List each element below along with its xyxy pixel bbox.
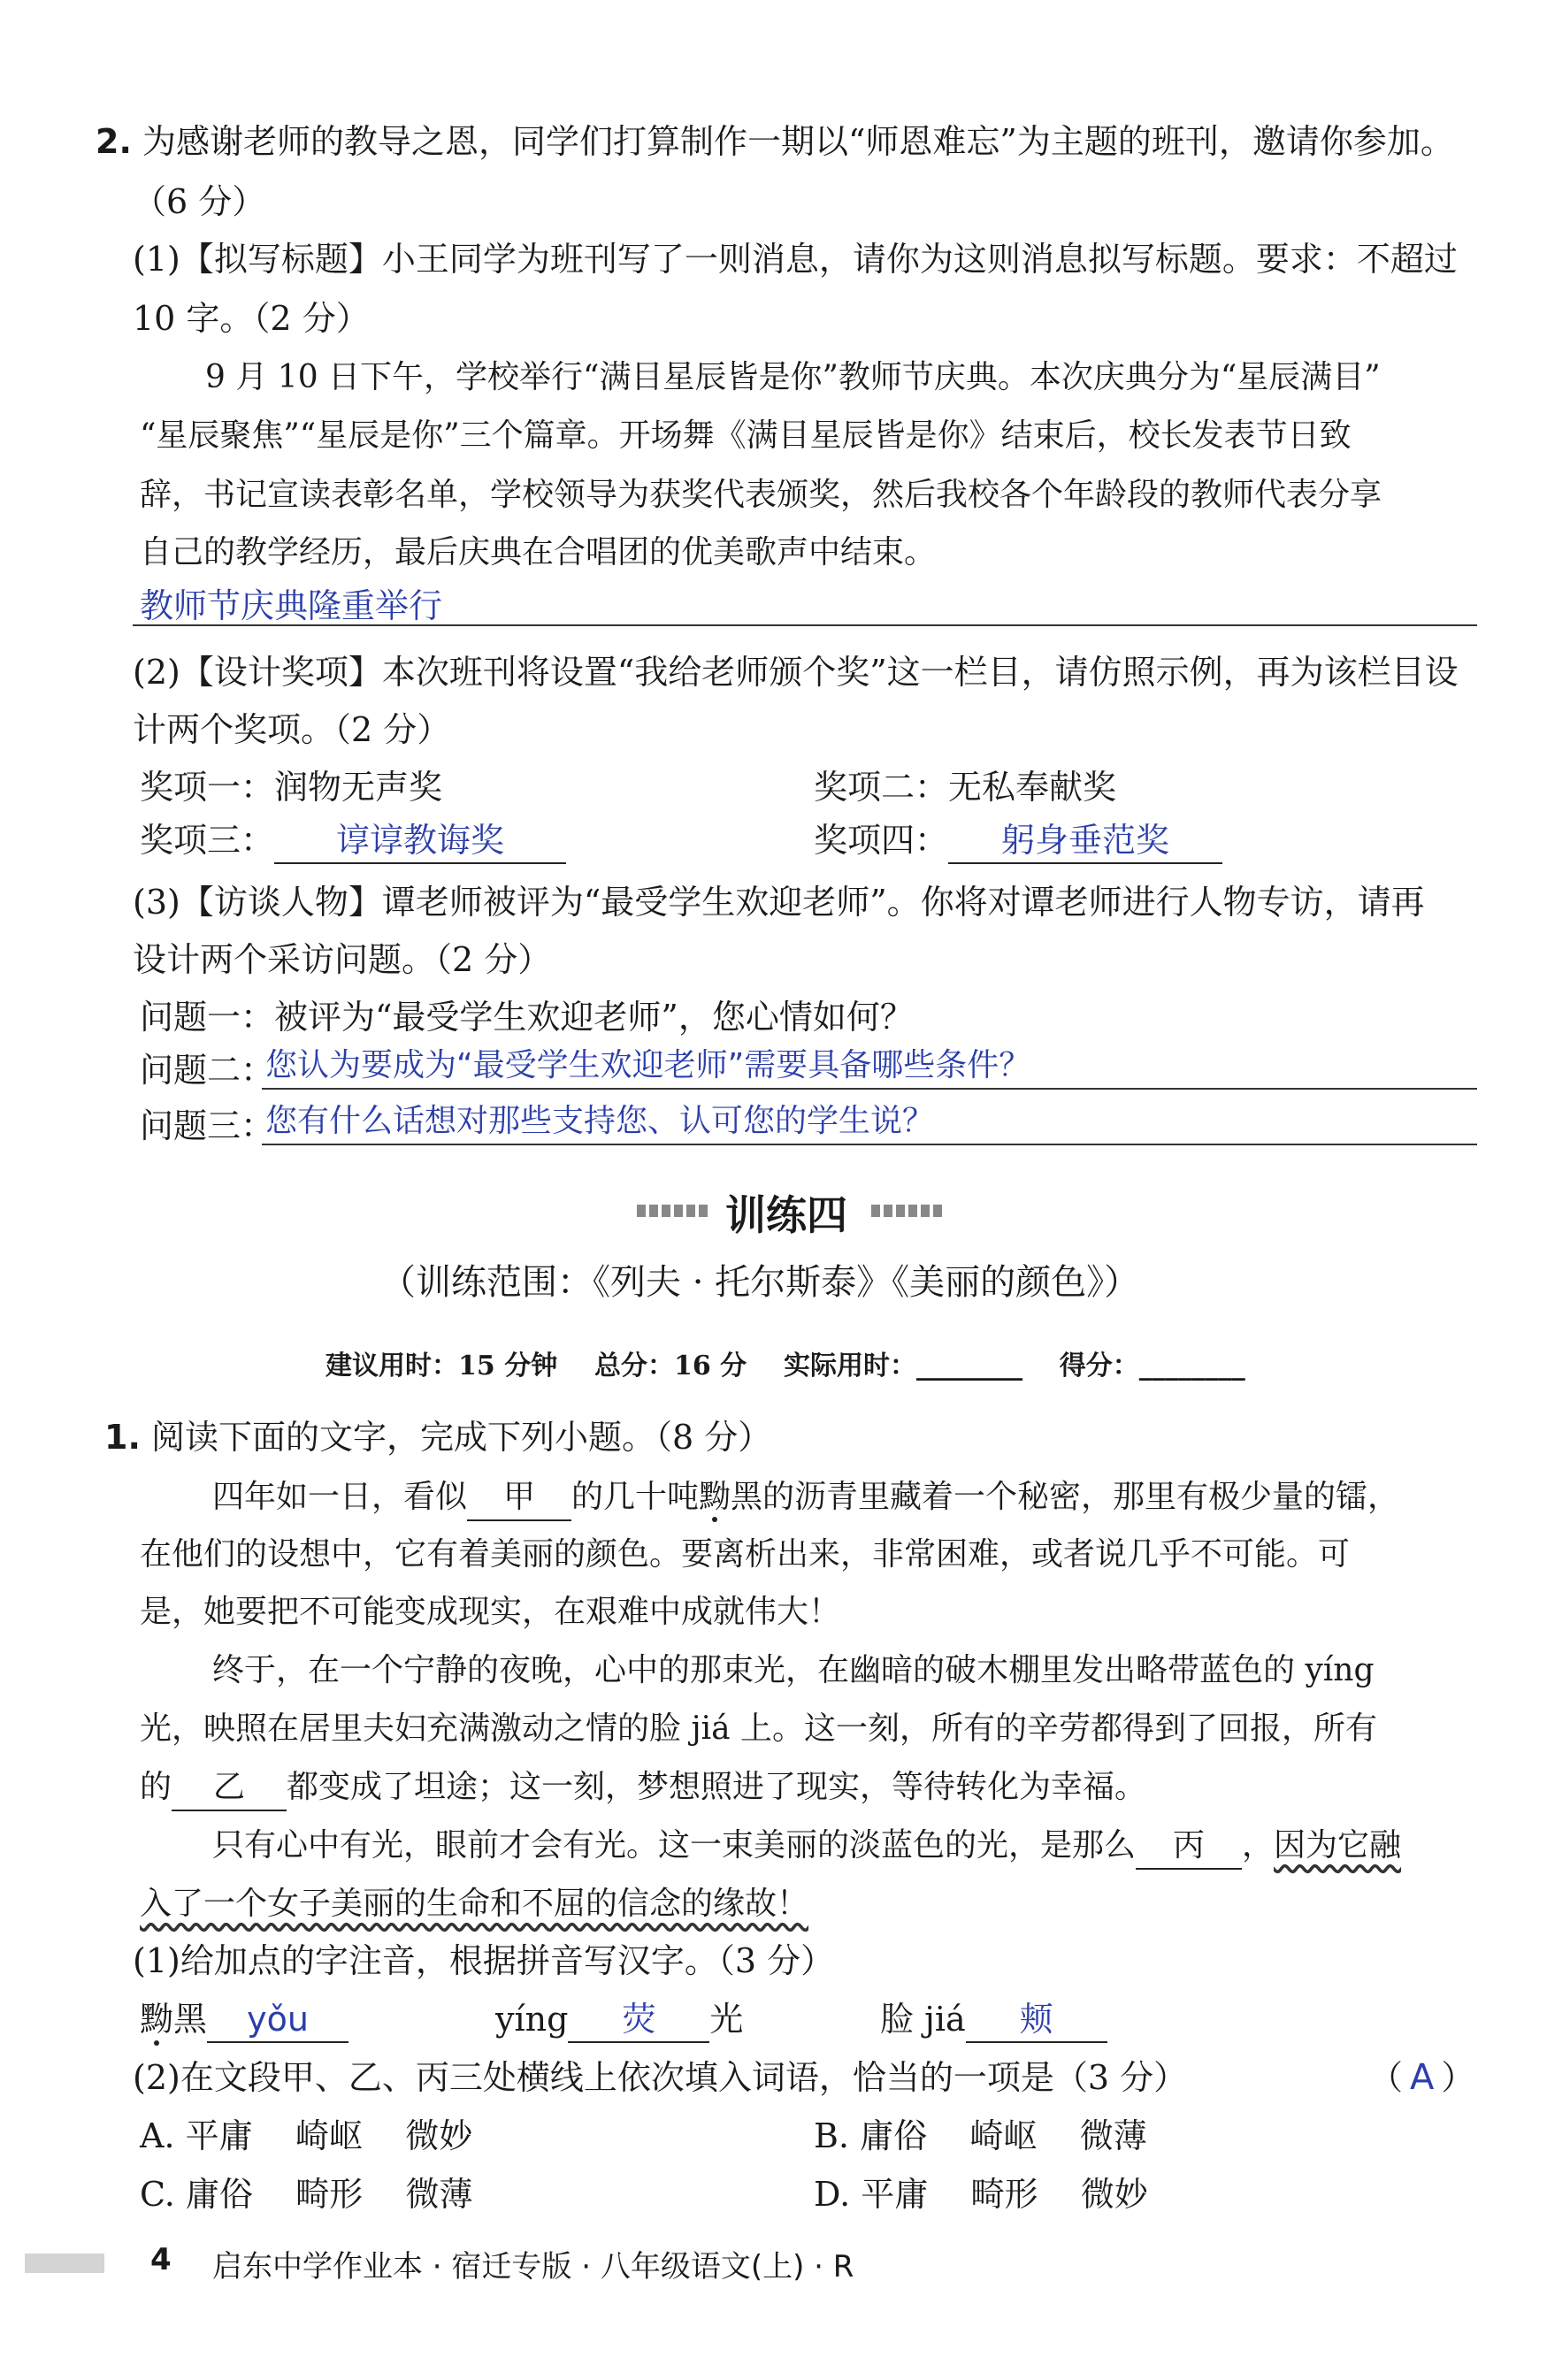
passage-text: 只有心中有光，眼前才会有光。这一束美丽的淡蓝色的光，是那么 <box>212 1827 1137 1863</box>
award-four <box>814 818 1222 864</box>
q2-part2-line1: (2)【设计奖项】本次班刊将设置“我给老师颁个奖”这一栏目，请仿照示例，再为该栏目设 <box>133 653 1459 692</box>
award-four-answer: 躬身垂范奖 <box>948 818 1222 864</box>
passage-line3: 是，她要把不可能变成现实，在艰难中成就伟大！ <box>140 1594 841 1630</box>
section-scope: （训练范围：《列夫 · 托尔斯泰》《美丽的颜色》） <box>380 1262 1140 1303</box>
passage-line7 <box>212 1824 1401 1870</box>
hanzi-answer-3: 颊 <box>966 1997 1107 2043</box>
news-line4: 自己的教学经历，最后庆典在合唱团的优美歌声中结束。 <box>140 534 937 570</box>
q2-intro-text: 为感谢老师的教导之恩，同学们打算制作一期以“师恩难忘”为主题的班刊，邀请你参加。 <box>142 122 1454 161</box>
word-suffix: 黑 <box>173 2000 208 2039</box>
option-a: A. 平庸 崎岖 微妙 <box>140 2116 473 2155</box>
q2-part3-line2: 设计两个采访问题。（2 分） <box>133 940 552 979</box>
section-deco-left <box>637 1205 708 1217</box>
title-answer: 教师节庆典隆重举行 <box>140 586 443 625</box>
news-line2: “星辰聚焦”“星辰是你”三个篇章。开场舞《满目星辰皆是你》结束后，校长发表节日致 <box>140 417 1352 454</box>
option-b: B. 庸俗 崎岖 微薄 <box>814 2116 1147 2155</box>
paren-left: （ <box>1369 2058 1404 2097</box>
passage-text: 四年如一日，看似 <box>212 1479 468 1515</box>
hanzi-answer-2: 荧 <box>568 1997 709 2043</box>
passage-line5: 光，映照在居里夫妇充满激动之情的脸 jiá 上。这一刻，所有的辛劳都得到了回报，所有 <box>140 1710 1378 1747</box>
option-d: D. 平庸 畸形 微妙 <box>814 2175 1148 2214</box>
q1-number: 1. <box>104 1418 141 1457</box>
passage-text: 黑的沥青里藏着一个秘密，那里有极少量的镭， <box>731 1479 1400 1515</box>
section-deco-right <box>871 1205 942 1217</box>
news-line1: 9 月 10 日下午，学校举行“满目星辰皆是你”教师节庆典。本次庆典分为“星辰满目” <box>205 359 1381 395</box>
q1-intro-text: 阅读下面的文字，完成下列小题。（8 分） <box>150 1418 772 1457</box>
question-three-rule <box>262 1144 1477 1145</box>
award-three <box>140 818 566 864</box>
title-answer-rule <box>133 624 1477 626</box>
page-number: 4 <box>150 2242 172 2277</box>
word-suffix: 光 <box>709 2000 744 2039</box>
passage-text: 的 <box>140 1769 172 1805</box>
award-two: 奖项二：无私奉献奖 <box>814 768 1117 807</box>
pinyin-item2 <box>495 1997 743 2043</box>
q2-part2-line2: 计两个奖项。（2 分） <box>133 710 451 749</box>
dotted-char: 黝 <box>699 1479 731 1515</box>
passage-line2: 在他们的设想中，它有着美丽的颜色。要离析出来，非常困难，或者说几乎不可能。可 <box>140 1536 1351 1573</box>
blank-jia: 甲 <box>467 1475 571 1521</box>
section-meta: 建议用时：15 分钟 总分：16 分 实际用时：________ 得分：________ <box>325 1351 1245 1381</box>
q1-sub2: (2)在文段甲、乙、丙三处横线上依次填入词语，恰当的一项是（3 分） <box>133 2058 1188 2097</box>
wavy-underlined-text: 因为它融 <box>1274 1827 1402 1863</box>
pinyin-label: 脸 jiá <box>880 2000 966 2039</box>
question-one: 问题一：被评为“最受学生欢迎老师”，您心情如何？ <box>140 998 914 1037</box>
q1-sub1: (1)给加点的字注音，根据拼音写汉字。（3 分） <box>133 1941 835 1980</box>
blank-yi: 乙 <box>172 1765 287 1811</box>
q2-part3-line1: (3)【访谈人物】谭老师被评为“最受学生欢迎老师”。你将对谭老师进行人物专访，请再 <box>133 883 1425 922</box>
passage-text: 的几十吨 <box>571 1479 700 1515</box>
q2-intro-line1 <box>96 119 1454 164</box>
award-one: 奖项一：润物无声奖 <box>140 768 443 807</box>
q1-sub2-answer-paren <box>1369 2055 1474 2100</box>
pinyin-label: yíng <box>495 2000 569 2039</box>
q2-part1-line1: (1)【拟写标题】小王同学为班刊写了一则消息，请你为这则消息拟写标题。要求：不超过 <box>133 240 1458 279</box>
passage-line4: 终于，在一个宁静的夜晚，心中的那束光，在幽暗的破木棚里发出略带蓝色的 yíng <box>212 1652 1375 1688</box>
q1-intro-line <box>104 1415 771 1459</box>
footer-text: 启东中学作业本 · 宿迁专版 · 八年级语文(上) · R <box>212 2249 854 2284</box>
q2-part1-line2: 10 字。（2 分） <box>133 299 370 338</box>
award-three-answer: 谆谆教诲奖 <box>274 818 566 864</box>
dotted-char: 黝 <box>140 2000 174 2039</box>
question-two-answer: 您认为要成为“最受学生欢迎老师”需要具备哪些条件？ <box>265 1047 1031 1083</box>
passage-line1 <box>212 1475 1399 1521</box>
pinyin-item3 <box>880 1997 1107 2043</box>
option-c: C. 庸俗 畸形 微薄 <box>140 2175 473 2214</box>
award-three-label: 奖项三： <box>140 821 275 860</box>
question-three-label: 问题三： <box>140 1106 275 1145</box>
question-three-answer: 您有什么话想对那些支持您、认可您的学生说？ <box>265 1103 935 1139</box>
passage-line8: 入了一个女子美丽的生命和不屈的信念的缘故！ <box>140 1886 809 1922</box>
question-two-label: 问题二： <box>140 1051 275 1090</box>
question-two-rule <box>262 1088 1477 1090</box>
passage-text: 都变成了坦途；这一刻，梦想照进了现实，等待转化为幸福。 <box>287 1769 1147 1805</box>
footer-bar <box>25 2254 104 2273</box>
choice-answer: A <box>1410 2057 1435 2098</box>
q2-intro-line2: （6 分） <box>133 182 266 221</box>
pinyin-answer-1: yǒu <box>207 1997 348 2043</box>
pinyin-item1 <box>140 1997 348 2043</box>
q2-number: 2. <box>96 122 132 161</box>
blank-bing: 丙 <box>1136 1824 1242 1870</box>
passage-text: ， <box>1242 1827 1275 1863</box>
news-line3: 辞，书记宣读表彰名单，学校领导为获奖代表颁奖，然后我校各个年龄段的教师代表分享 <box>140 477 1382 513</box>
section-title: 训练四 <box>725 1191 847 1239</box>
award-four-label: 奖项四： <box>814 821 949 860</box>
paren-right: ） <box>1441 2058 1475 2097</box>
passage-line6 <box>140 1765 1146 1811</box>
